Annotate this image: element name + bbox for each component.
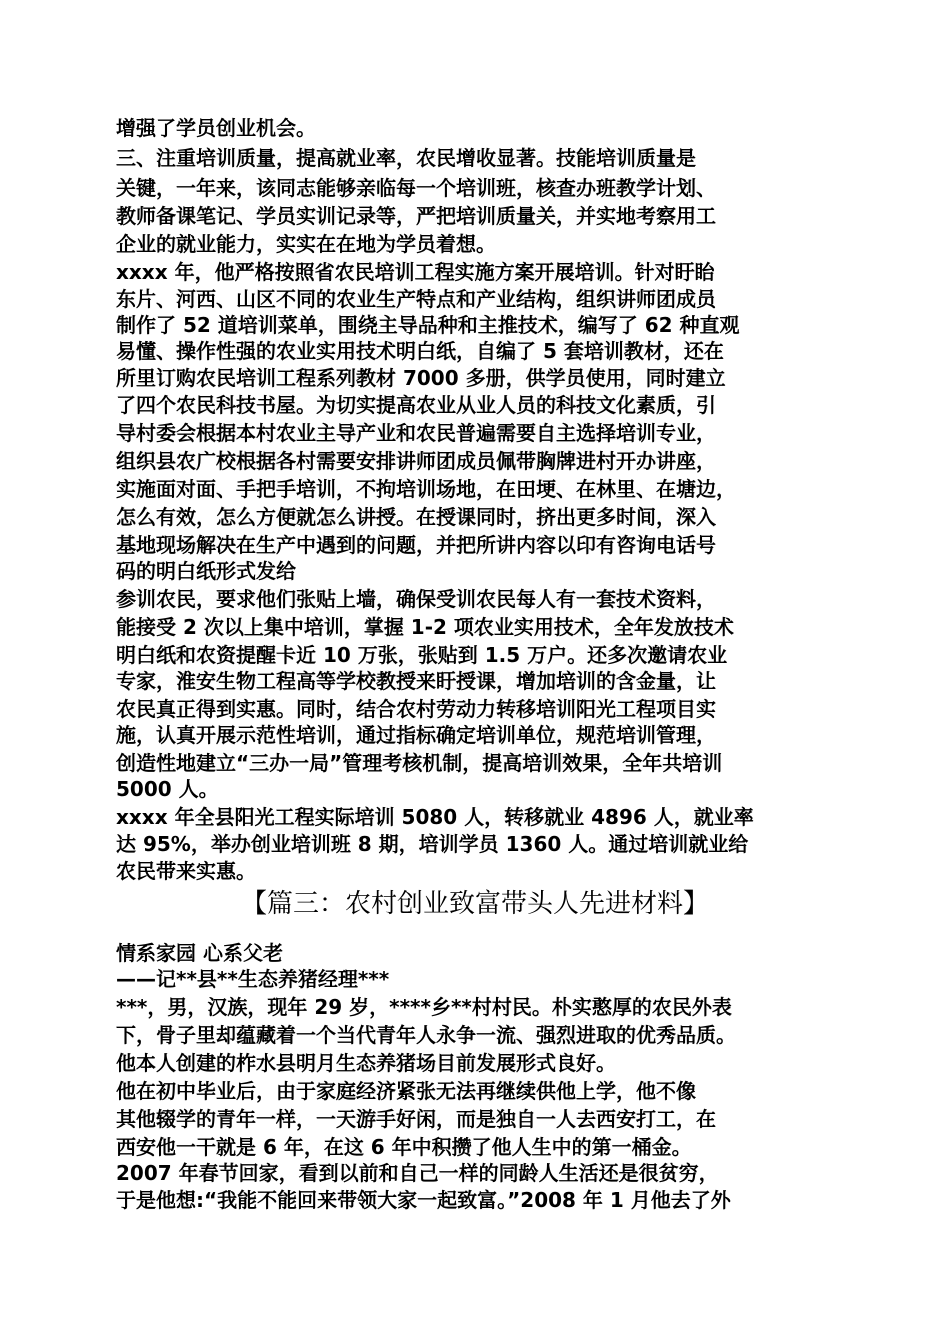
text-line: 专家，淮安生物工程高等学校教授来盱授课，增加培训的含金量，让 (116, 669, 716, 693)
text-line: 易懂、操作性强的农业实用技术明白纸，自编了 5 套培训教材，还在 (116, 339, 724, 363)
text-line: 组织县农广校根据各村需要安排讲师团成员佩带胸牌进村开办讲座， (116, 449, 716, 473)
text-line: 5000 人。 (116, 777, 219, 801)
text-line: 所里订购农民培训工程系列教材 7000 多册，供学员使用，同时建立 (116, 366, 726, 390)
text-line: 达 95%，举办创业培训班 8 期，培训学员 1360 人。通过培训就业给 (116, 832, 749, 856)
text-line: 制作了 52 道培训菜单，围绕主导品种和主推技术，编写了 62 种直观 (116, 313, 740, 337)
text-line: 了四个农民科技书屋。为切实提高农业从业人员的科技文化素质，引 (116, 393, 716, 417)
text-line: 其他辍学的青年一样，一天游手好闲，而是独自一人去西安打工，在 (116, 1107, 716, 1131)
text-line: 施，认真开展示范性培训，通过指标确定培训单位，规范培训管理， (116, 723, 716, 747)
text-line: 农民带来实惠。 (116, 859, 256, 883)
text-line: ——记**县**生态养猪经理*** (116, 967, 390, 991)
text-line: 下，骨子里却蕴藏着一个当代青年人永争一流、强烈进取的优秀品质。 (116, 1023, 736, 1047)
text-line: 导村委会根据本村农业主导产业和农民普遍需要自主选择培训专业， (116, 421, 716, 445)
text-line: xxxx 年全县阳光工程实际培训 5080 人，转移就业 4896 人，就业率 (116, 805, 754, 829)
text-line: 情系家园 心系父老 (116, 941, 283, 965)
text-line: xxxx 年，他严格按照省农民培训工程实施方案开展培训。针对盱眙 (116, 260, 715, 284)
text-line: 创造性地建立“三办一局”管理考核机制，提高培训效果，全年共培训 (116, 751, 723, 775)
text-line: 基地现场解决在生产中遇到的问题，并把所讲内容以印有咨询电话号 (116, 533, 716, 557)
text-line: 能接受 2 次以上集中培训，掌握 1-2 项农业实用技术，全年发放技术 (116, 615, 734, 639)
text-line: 关键，一年来，该同志能够亲临每一个培训班，核查办班教学计划、 (116, 176, 716, 200)
text-line: 他本人创建的柞水县明月生态养猪场目前发展形式良好。 (116, 1051, 616, 1075)
text-line: 教师备课笔记、学员实训记录等，严把培训质量关，并实地考察用工 (116, 204, 716, 228)
text-line: 码的明白纸形式发给 (116, 559, 296, 583)
text-line: 西安他一干就是 6 年，在这 6 年中积攒了他人生中的第一桶金。 (116, 1135, 692, 1159)
text-line: 他在初中毕业后，由于家庭经济紧张无法再继续供他上学，他不像 (116, 1079, 696, 1103)
text-line: ***，男，汉族，现年 29 岁，****乡**村村民。朴实憨厚的农民外表 (116, 995, 732, 1019)
text-line: 农民真正得到实惠。同时，结合农村劳动力转移培训阳光工程项目实 (116, 697, 716, 721)
text-line: 于是他想:“我能不能回来带领大家一起致富。”2008 年 1 月他去了外 (116, 1188, 731, 1212)
section-heading: 【篇三：农村创业致富带头人先进材料】 (240, 889, 709, 919)
text-line: 东片、河西、山区不同的农业生产特点和产业结构，组织讲师团成员 (116, 287, 716, 311)
text-line: 企业的就业能力，实实在在地为学员着想。 (116, 232, 496, 256)
text-line: 怎么有效，怎么方便就怎么讲授。在授课同时，挤出更多时间，深入 (116, 505, 716, 529)
text-line: 三、注重培训质量，提高就业率，农民增收显著。技能培训质量是 (116, 146, 696, 170)
text-line: 实施面对面、手把手培训，不拘培训场地，在田埂、在林里、在塘边， (116, 477, 736, 501)
text-line: 参训农民，要求他们张贴上墙，确保受训农民每人有一套技术资料， (116, 587, 716, 611)
text-line: 2007 年春节回家，看到以前和自己一样的同龄人生活还是很贫穷， (116, 1161, 719, 1185)
text-line: 增强了学员创业机会。 (116, 116, 316, 140)
text-line: 明白纸和农资提醒卡近 10 万张，张贴到 1.5 万户。还多次邀请农业 (116, 643, 728, 667)
